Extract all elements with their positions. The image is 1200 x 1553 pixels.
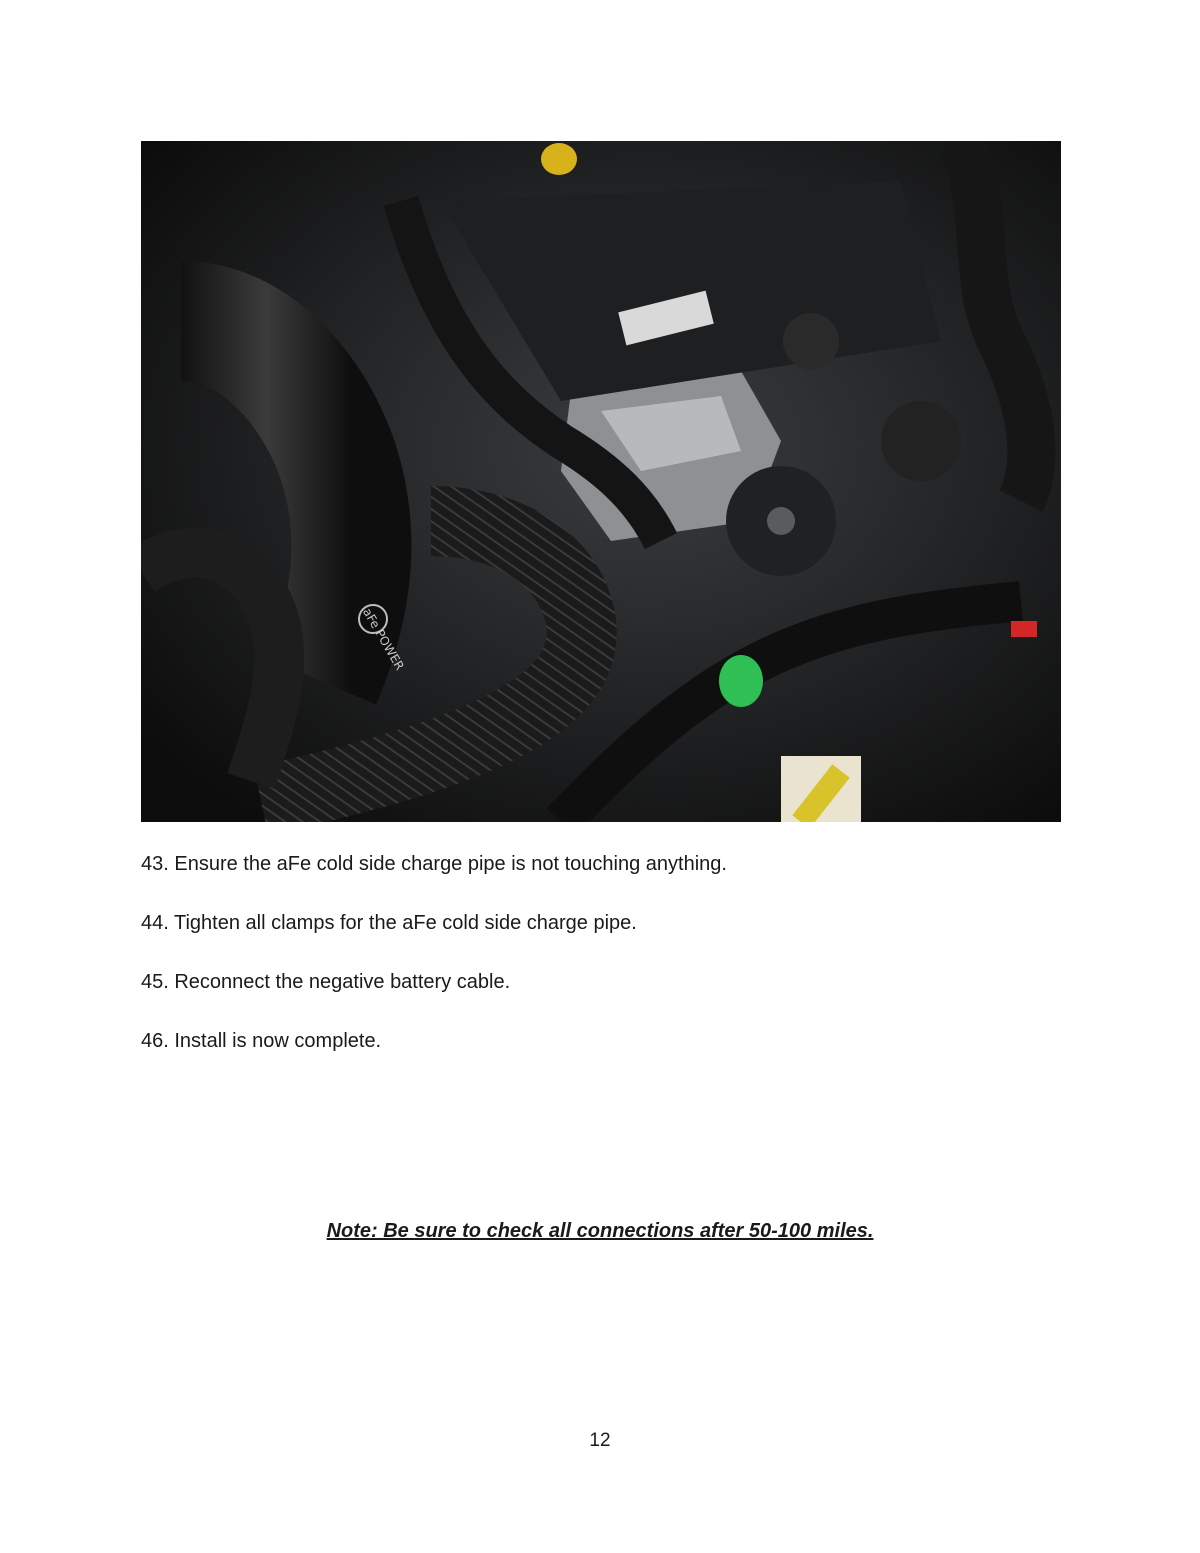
step-43: 43. Ensure the aFe cold side charge pipe is not touching anything.	[141, 853, 727, 875]
afe-logo-text: aFe POWER	[360, 605, 407, 673]
engine-bay-photo	[141, 141, 1061, 822]
page-number: 12	[589, 1430, 611, 1451]
maintenance-note: Note: Be sure to check all connections after 50-100 miles.	[326, 1220, 874, 1242]
engine-bay-illustration	[141, 141, 1061, 822]
step-44: 44. Tighten all clamps for the aFe cold side charge pipe.	[141, 912, 637, 934]
step-46: 46. Install is now complete.	[141, 1030, 382, 1052]
instruction-steps	[141, 850, 1061, 1055]
step-45: 45. Reconnect the negative battery cable.	[141, 971, 511, 993]
